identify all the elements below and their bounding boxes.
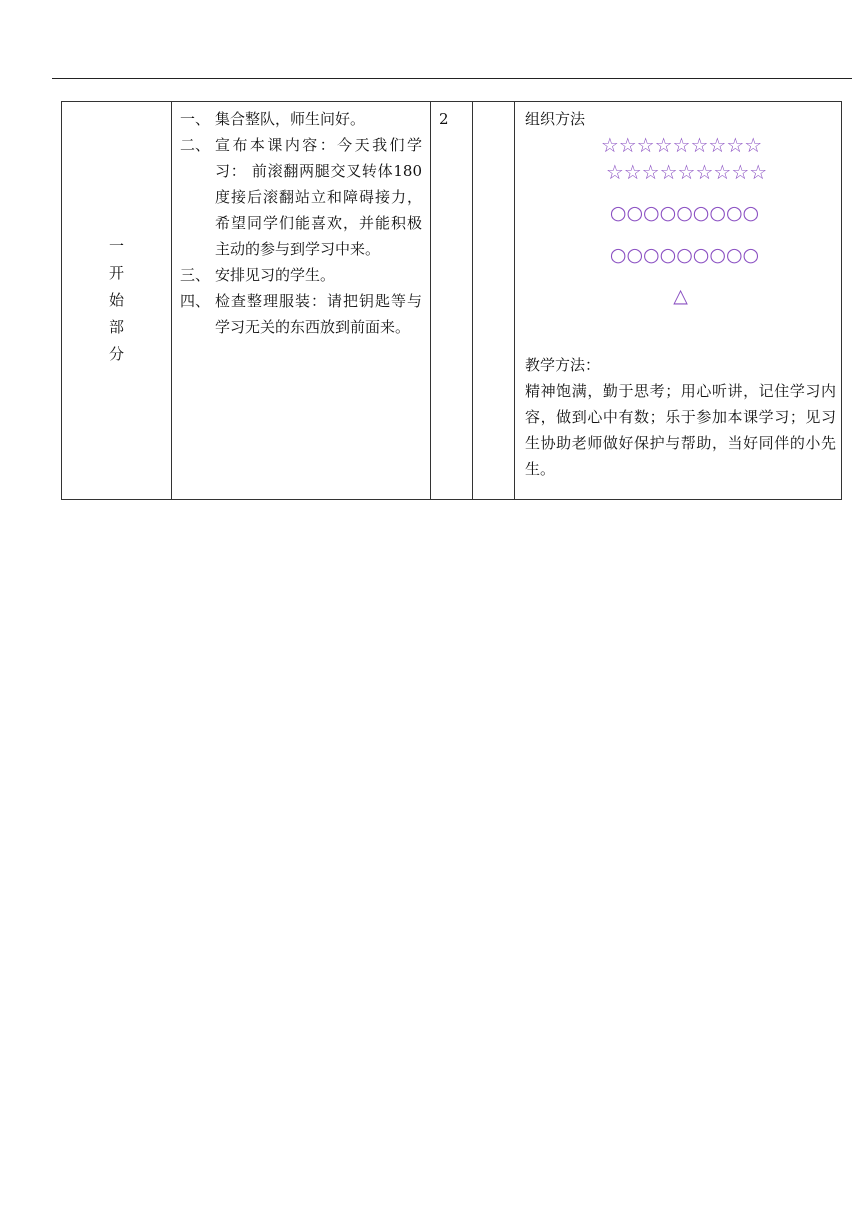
method-cell (515, 102, 842, 500)
content-cell (172, 102, 431, 500)
item-text: 安排见习的学生。 (215, 266, 336, 284)
blank-cell (473, 102, 515, 500)
teaching-method-text: 精神饱满，勤于思考；用心听讲，记住学习内容，做到心中有数；乐于参加本课学习；见习生协助老师做好保护与帮助，当好同伴的小先生。 (525, 382, 836, 478)
table-row (62, 102, 842, 500)
content-item (180, 288, 422, 340)
time-value: 2 (439, 110, 449, 128)
content-item (180, 106, 422, 132)
item-text: 宣布本课内容：今天我们学习： 前滚翻两腿交叉转体180度接后滚翻站立和障碍接力，希望同学们能喜欢，并能积极主动的参与到学习中来。 (215, 136, 422, 258)
formation-circles-row: ○○○○○○○○○ (609, 244, 760, 266)
organization-title: 组织方法 (525, 110, 586, 128)
item-text: 检查整理服装：请把钥匙等与学习无关的东西放到前面来。 (215, 292, 422, 336)
content-item (180, 262, 422, 288)
header-rule (52, 78, 852, 79)
item-number: 二、 (180, 136, 211, 154)
item-number: 三、 (180, 266, 211, 284)
section-label-char: 分 (108, 345, 124, 363)
formation-stars-row: ☆☆☆☆☆☆☆☆☆ (600, 133, 763, 157)
time-cell (431, 102, 473, 500)
formation-circles-row: ○○○○○○○○○ (609, 202, 760, 224)
section-label-char: 开 (108, 264, 124, 282)
section-label-cell (62, 102, 172, 500)
item-text: 集合整队，师生问好。 (215, 110, 366, 128)
section-label-char: 始 (108, 291, 124, 309)
section-label-char: 一 (108, 237, 124, 255)
lesson-plan-table (61, 101, 842, 500)
section-label-char: 部 (108, 318, 124, 336)
teacher-triangle-icon: △ (673, 285, 688, 307)
item-number: 一、 (180, 110, 211, 128)
content-item (180, 132, 422, 262)
formation-stars-row: ☆☆☆☆☆☆☆☆☆ (605, 160, 768, 184)
item-number: 四、 (180, 292, 211, 310)
teaching-method-title: 教学方法： (525, 356, 601, 374)
